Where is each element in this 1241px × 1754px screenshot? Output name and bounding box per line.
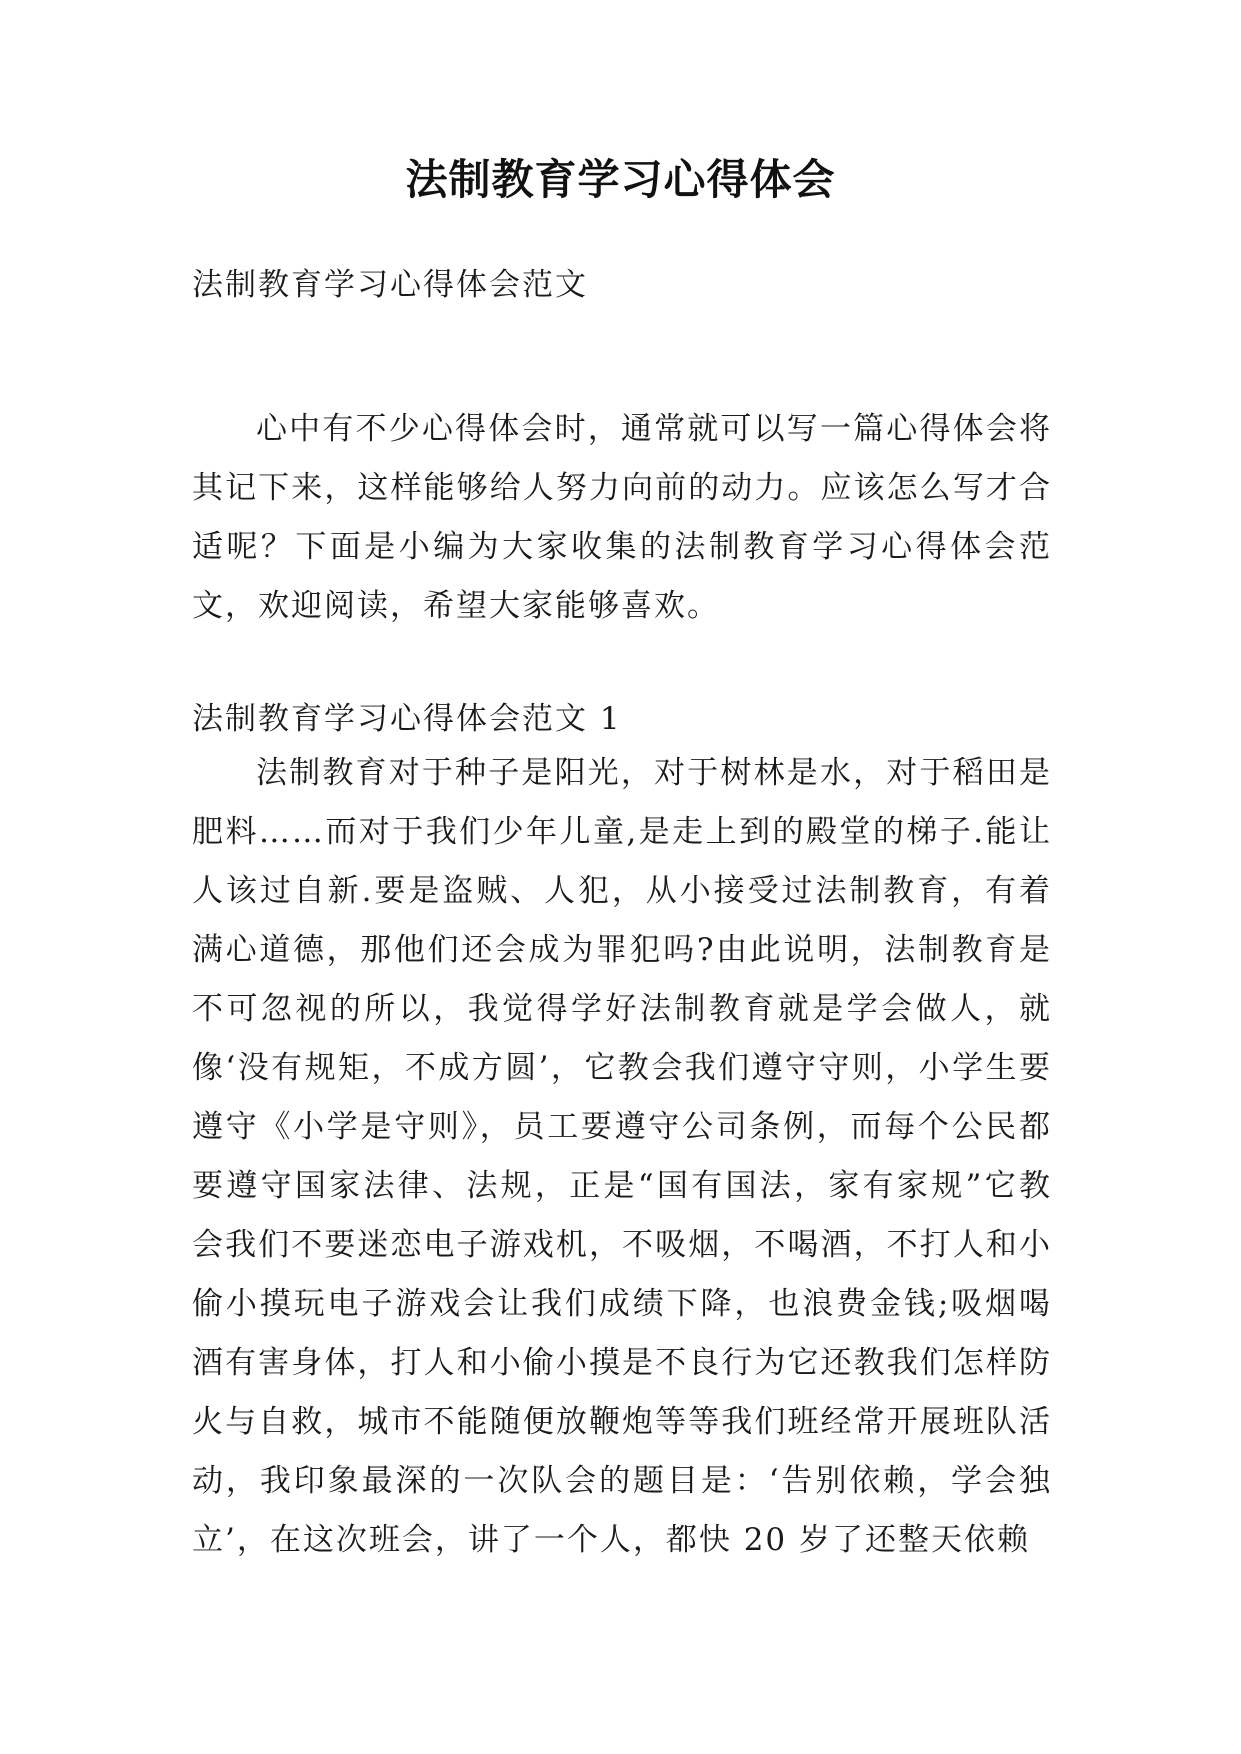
document-subtitle: 法制教育学习心得体会范文: [192, 267, 588, 303]
section-body-paragraph: 法制教育对于种子是阳光，对于树林是水，对于稻田是肥料……而对于我们少年儿童,是走上到的殿堂的梯子.能让人该过自新.要是盗贼、人犯，从小接受过法制教育，有着满心道德，那他们还会成为罪犯吗?由此说明，法制教育是不可忽视的所以，我觉得学好法制教育就是学会做人，就像‘没有规矩，不成方圆’，它教会我们遵守守则，小学生要遵守《小学是守则》，员工要遵守公司条例，而每个公民都要遵守国家法律、法规，正是“国有国法，家有家规”它教会我们不要迷恋电子游戏机，不吸烟，不喝酒，不打人和小偷小摸玩电子游戏会让我们成绩下降，也浪费金钱;吸烟喝酒有害身体，打人和小偷小摸是不良行为它还教我们怎样防火与自救，城市不能随便放鞭炮等等我们班经常开展班队活动，我印象最深的一次队会的题目是：‘告别依赖，学会独立’，在这次班会，讲了一个人，都快 20 岁了还整天依赖: [192, 755, 1052, 1558]
intro-paragraph: 心中有不少心得体会时，通常就可以写一篇心得体会将其记下来，这样能够给人努力向前的动力。应该怎么写才合适呢？下面是小编为大家收集的法制教育学习心得体会范文，欢迎阅读，希望大家能够喜欢。: [192, 411, 1052, 624]
section-heading: 法制教育学习心得体会范文 1: [192, 701, 622, 737]
document-title: 法制教育学习心得体会: [405, 155, 836, 204]
